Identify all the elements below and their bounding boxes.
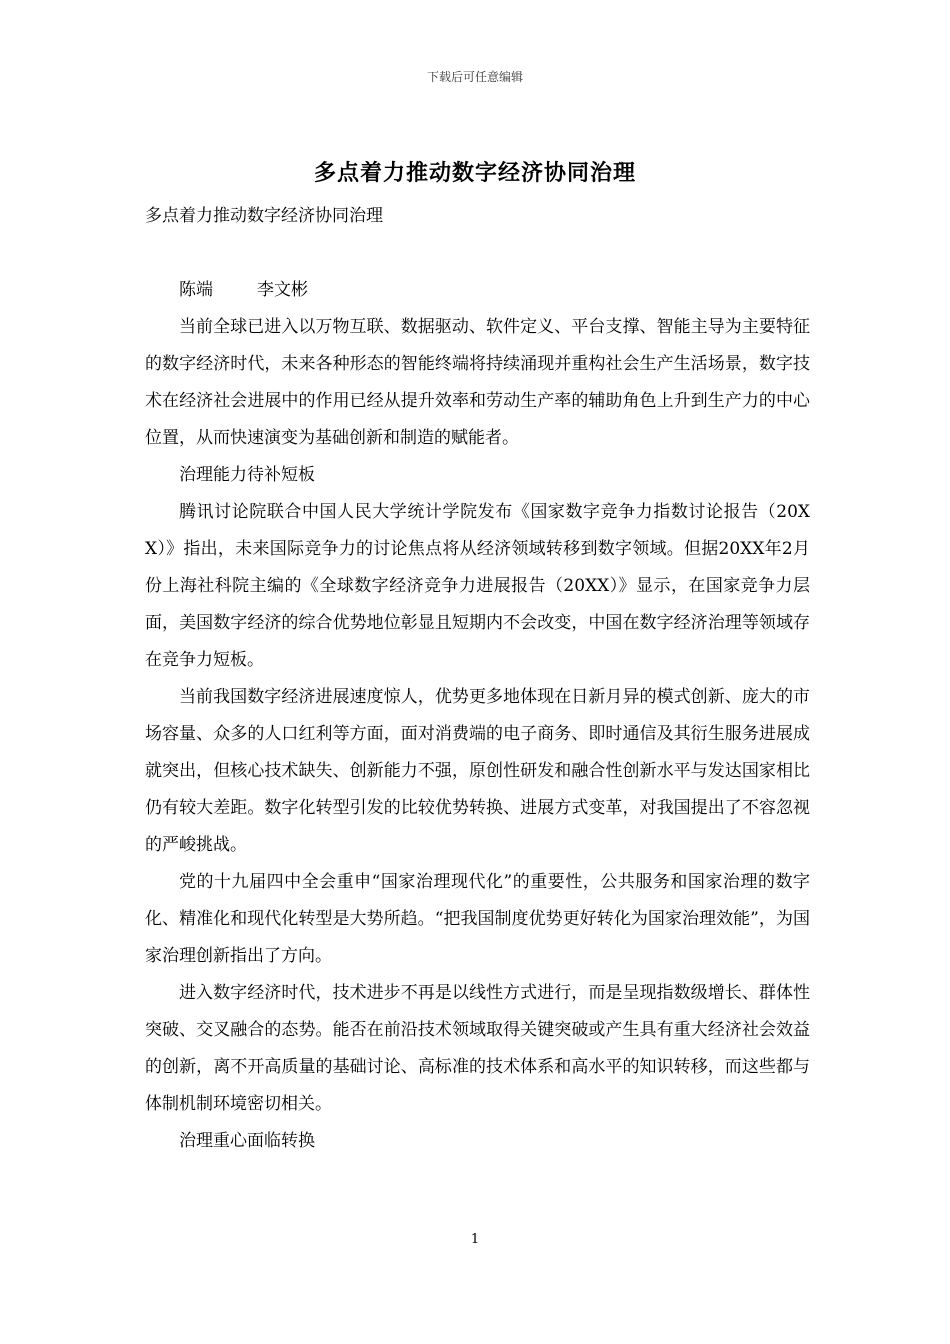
body-paragraph: 腾讯讨论院联合中国人民大学统计学院发布《国家数字竞争力指数讨论报告（20XX）》指出，未来国际竞争力的讨论焦点将从经济领域转移到数字领域。但据20XX年2月份上海社科院主编的《全球数字经济竞争力进展报告（20XX）》显示，在国家竞争力层面，美国数字经济的综合优势地位彰显且短期内不会改变，中国在数字经济治理等领域存在竞争力短板。	[145, 502, 810, 670]
document-title: 多点着力推动数字经济协同治理	[313, 160, 636, 186]
page-number: 1	[470, 1232, 480, 1247]
body-paragraph: 党的十九届四中全会重申“国家治理现代化”的重要性，公共服务和国家治理的数字化、精准化和现代化转型是大势所趋。“把我国制度优势更好转化为国家治理效能”，为国家治理创新指出了方向。	[145, 872, 810, 966]
author-name: 陈端	[179, 280, 213, 300]
blank-line	[145, 235, 810, 272]
document-subtitle: 多点着力推动数字经济协同治理	[145, 206, 383, 226]
document-body	[145, 198, 810, 1160]
page-header-note: 下载后可任意编辑	[426, 70, 523, 84]
section-heading: 治理重心面临转换	[179, 1131, 315, 1151]
author-name: 李文彬	[257, 280, 308, 300]
section-heading: 治理能力待补短板	[179, 465, 315, 485]
author-line	[145, 272, 810, 309]
body-paragraph: 当前全球已进入以万物互联、数据驱动、软件定义、平台支撑、智能主导为主要特征的数字经济时代，未来各种形态的智能终端将持续涌现并重构社会生产生活场景，数字技术在经济社会进展中的作用已经从提升效率和劳动生产率的辅助角色上升到生产力的中心位置，从而快速演变为基础创新和制造的赋能者。	[145, 317, 810, 448]
body-paragraph: 进入数字经济时代，技术进步不再是以线性方式进行，而是呈现指数级增长、群体性突破、交叉融合的态势。能否在前沿技术领域取得关键突破或产生具有重大经济社会效益的创新，离不开高质量的基础讨论、高标准的技术体系和高水平的知识转移，而这些都与体制机制环境密切相关。	[145, 983, 810, 1114]
body-paragraph: 当前我国数字经济进展速度惊人，优势更多地体现在日新月异的模式创新、庞大的市场容量、众多的人口红利等方面，面对消费端的电子商务、即时通信及其衍生服务进展成就突出，但核心技术缺失、创新能力不强，原创性研发和融合性创新水平与发达国家相比仍有较大差距。数字化转型引发的比较优势转换、进展方式变革，对我国提出了不容忽视的严峻挑战。	[145, 687, 810, 855]
